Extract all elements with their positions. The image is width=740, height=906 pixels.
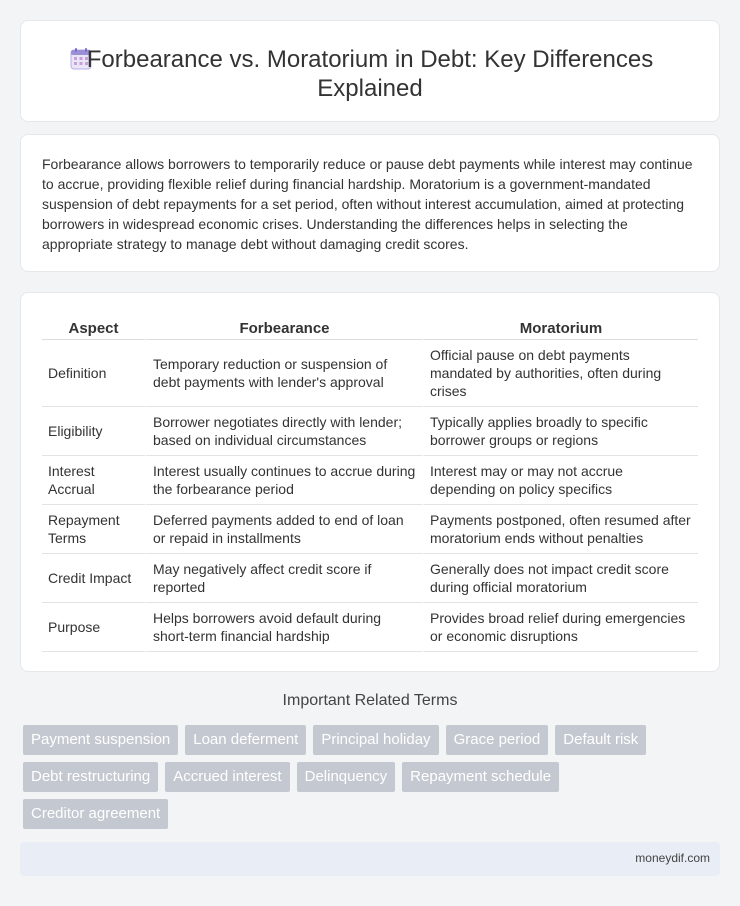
- related-terms-title: Important Related Terms: [282, 692, 458, 709]
- table-row: [42, 456, 698, 505]
- table-cell-moratorium: Payments postponed, often resumed after moratorium ends without penalties: [422, 505, 698, 554]
- table-cell-aspect: Eligibility: [42, 407, 145, 456]
- footer-site-link[interactable]: moneydif.com: [635, 851, 710, 865]
- table-row: [42, 407, 698, 456]
- table-cell-moratorium: Official pause on debt payments mandated by authorities, often during crises: [422, 340, 698, 407]
- table-header-row: [42, 313, 698, 340]
- comparison-table: [42, 313, 698, 652]
- header-forbearance: Forbearance: [145, 313, 422, 340]
- related-term-tag[interactable]: Default risk: [555, 725, 646, 755]
- table-cell-moratorium: Generally does not impact credit score during official moratorium: [422, 554, 698, 603]
- table-cell-aspect: Repayment Terms: [42, 505, 145, 554]
- header-moratorium: Moratorium: [422, 313, 698, 340]
- related-term-tag[interactable]: Principal holiday: [313, 725, 438, 755]
- related-term-tag[interactable]: Payment suspension: [23, 725, 178, 755]
- related-term-tag[interactable]: Creditor agreement: [23, 799, 168, 829]
- related-term-tag[interactable]: Delinquency: [297, 762, 396, 792]
- table-row: [42, 340, 698, 407]
- table-cell-forbearance: Borrower negotiates directly with lender; based on individual circumstances: [145, 407, 422, 456]
- comparison-table-card: [20, 292, 720, 672]
- table-row: [42, 554, 698, 603]
- table-cell-forbearance: May negatively affect credit score if reported: [145, 554, 422, 603]
- related-term-tag[interactable]: Repayment schedule: [402, 762, 559, 792]
- related-term-tag[interactable]: Accrued interest: [165, 762, 289, 792]
- table-cell-forbearance: Interest usually continues to accrue during the forbearance period: [145, 456, 422, 505]
- intro-card: [20, 134, 720, 272]
- table-cell-aspect: Interest Accrual: [42, 456, 145, 505]
- table-row: [42, 603, 698, 652]
- related-term-tag[interactable]: Debt restructuring: [23, 762, 158, 792]
- table-cell-moratorium: Interest may or may not accrue depending on policy specifics: [422, 456, 698, 505]
- header-aspect: Aspect: [42, 313, 145, 340]
- table-cell-forbearance: Helps borrowers avoid default during short-term financial hardship: [145, 603, 422, 652]
- table-cell-aspect: Credit Impact: [42, 554, 145, 603]
- page-title: Forbearance vs. Moratorium in Debt: Key Differences Explained: [86, 46, 654, 102]
- table-cell-forbearance: Deferred payments added to end of loan or repaid in installments: [145, 505, 422, 554]
- table-cell-moratorium: Provides broad relief during emergencies or economic disruptions: [422, 603, 698, 652]
- table-cell-forbearance: Temporary reduction or suspension of debt payments with lender's approval: [145, 340, 422, 407]
- title-card: [20, 20, 720, 122]
- intro-paragraph: Forbearance allows borrowers to temporarily reduce or pause debt payments while interest may continue to accrue, providing flexible relief during financial hardship. Moratorium is a government-mandated suspension of debt repayments for a set period, often without interest accumulation, aimed at protecting borrowers in widespread economic crises. Understanding the differences helps in selecting the appropriate strategy to manage debt without damaging credit scores.: [42, 156, 693, 252]
- related-term-tag[interactable]: Loan deferment: [185, 725, 306, 755]
- related-term-tag[interactable]: Grace period: [446, 725, 549, 755]
- table-cell-moratorium: Typically applies broadly to specific borrower groups or regions: [422, 407, 698, 456]
- table-cell-aspect: Purpose: [42, 603, 145, 652]
- table-cell-aspect: Definition: [42, 340, 145, 407]
- footer: [20, 842, 720, 876]
- table-row: [42, 505, 698, 554]
- related-terms-list: [23, 725, 683, 829]
